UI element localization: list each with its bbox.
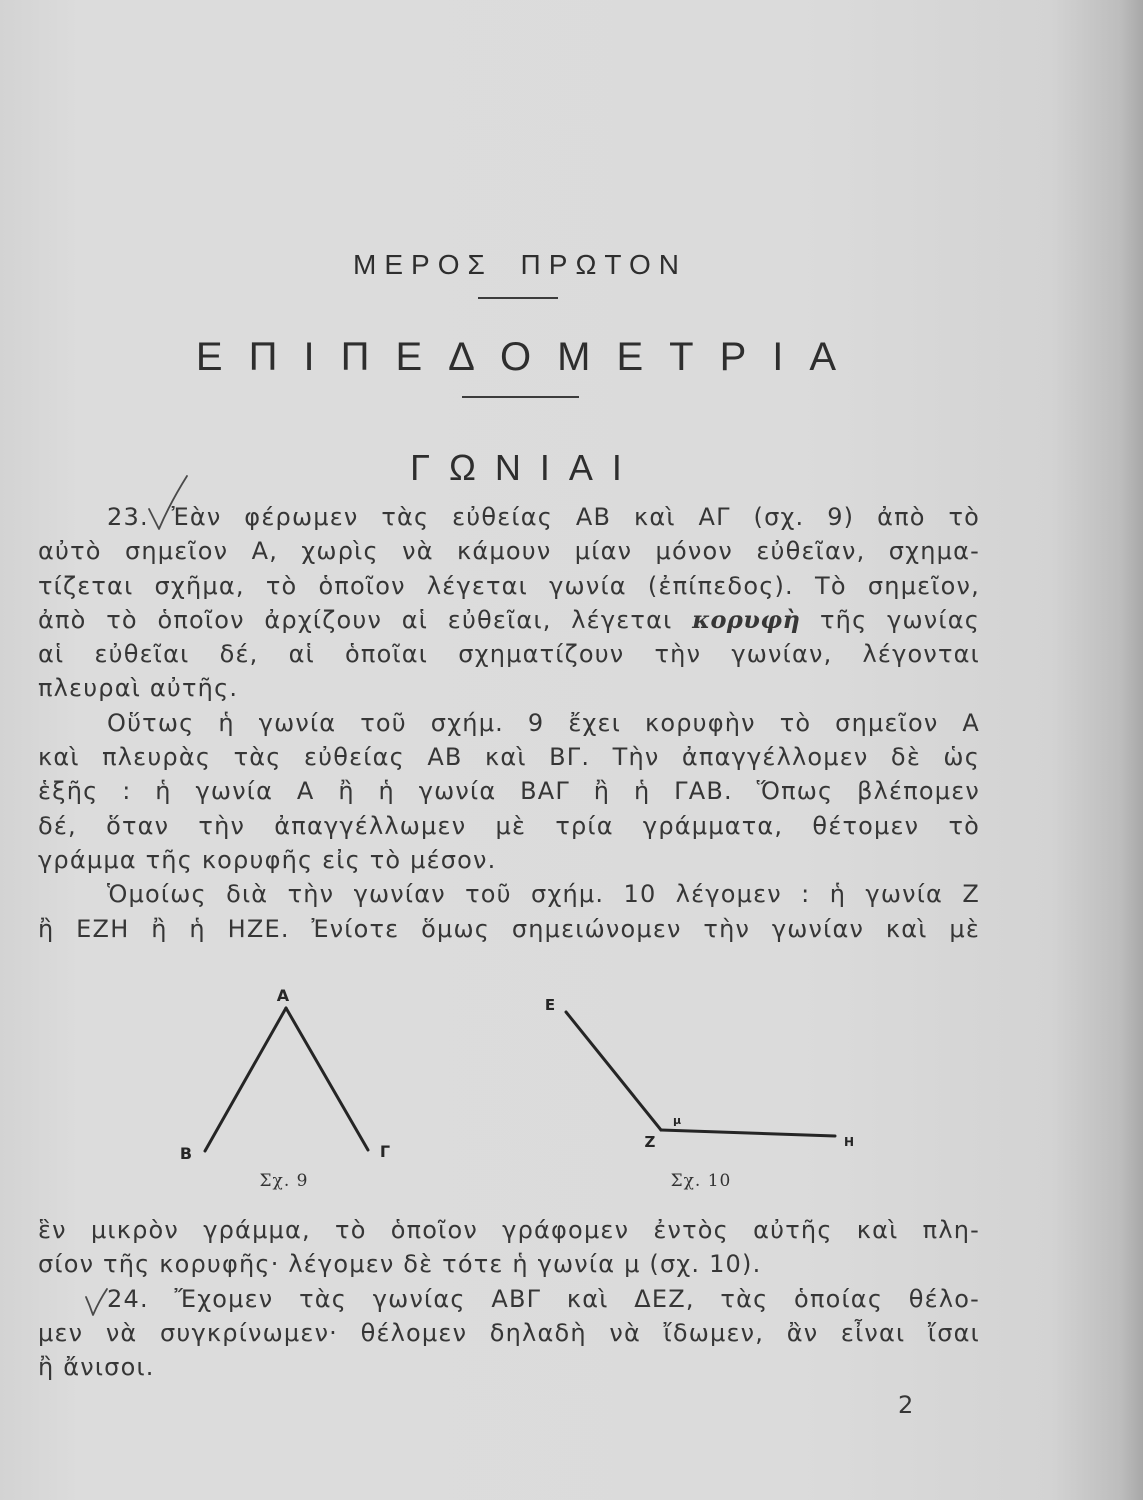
text-line: 23. Ἐὰν φέρωμεν τὰς εὐθείας ΑΒ καὶ ΑΓ (σχ. 9) ἀπὸ τὸ xyxy=(107,503,980,531)
body-text-after-figures xyxy=(38,1213,980,1384)
text-line xyxy=(38,603,980,637)
figure-10-caption: Σχ. 10 xyxy=(670,1171,732,1191)
emphasized-term: κορυφὴ xyxy=(692,604,801,634)
label-vertex-a: Α xyxy=(276,986,290,1005)
body-text-before-figures xyxy=(38,500,980,946)
text-line: 24. Ἔχομεν τὰς γωνίας ΑΒΓ καὶ ΔΕΖ, τὰς ὁποίας θέλο- xyxy=(107,1284,980,1313)
label-point-g: Γ xyxy=(379,1142,391,1161)
text-segment: ἀπὸ τὸ ὁποῖον ἀρχίζουν αἱ εὐθεῖαι, λέγεται xyxy=(38,605,673,634)
chapter-title: ΓΩΝΙΑΙ xyxy=(410,447,641,488)
text-line: γράμμα τῆς κορυφῆς εἰς τὸ μέσον. xyxy=(38,845,497,874)
page-number: 2 xyxy=(898,1391,914,1419)
figure-9-caption: Σχ. 9 xyxy=(259,1171,309,1191)
figure-10 xyxy=(545,996,854,1191)
title-divider-top xyxy=(478,297,558,299)
text-line: πλευραὶ αὐτῆς. xyxy=(38,674,239,703)
title-divider-bottom xyxy=(462,396,579,398)
ray-ag xyxy=(286,1008,368,1150)
text-line: μεν νὰ συγκρίνωμεν· θέλομεν δηλαδὴ νὰ ἴδωμεν, ἂν εἶναι ἴσαι xyxy=(38,1318,980,1347)
text-line: σίον τῆς κορυφῆς· λέγομεν δὲ τότε ἡ γωνία μ (σχ. 10). xyxy=(38,1250,762,1279)
label-point-h: Η xyxy=(843,1135,855,1149)
text-line: ἢ ΕΖΗ ἢ ἡ ΗΖΕ. Ἐνίοτε ὅμως σημειώνομεν τὴν γωνίαν καὶ μὲ xyxy=(38,914,980,943)
label-point-e: Ε xyxy=(544,996,556,1014)
ray-ze xyxy=(566,1012,661,1130)
text-line: ἢ ἄνισοι. xyxy=(38,1353,155,1382)
figure-9 xyxy=(180,986,390,1191)
book-title: ΕΠΙΠΕΔΟΜΕΤΡΙΑ xyxy=(195,335,863,379)
text-line: ἑξῆς : ἡ γωνία Α ἢ ἡ γωνία ΒΑΓ ἢ ἡ ΓΑΒ. Ὅπως βλέπομεν xyxy=(38,777,980,806)
text-line: καὶ πλευρὰς τὰς εὐθείας ΑΒ καὶ ΒΓ. Τὴν ἀπαγγέλλομεν δὲ ὡς xyxy=(38,743,980,772)
text-line: Ὁμοίως διὰ τὴν γωνίαν τοῦ σχήμ. 10 λέγομεν : ἡ γωνία Ζ xyxy=(107,880,980,909)
label-vertex-z: Ζ xyxy=(644,1133,656,1151)
label-angle-mu: μ xyxy=(672,1114,682,1127)
text-line: Οὕτως ἡ γωνία τοῦ σχήμ. 9 ἔχει κορυφὴν τὸ σημεῖον Α xyxy=(107,708,980,737)
text-line: τίζεται σχῆμα, τὸ ὁποῖον λέγεται γωνία (ἐπίπεδος). Τὸ σημεῖον, xyxy=(38,571,980,600)
text-line: ἓν μικρὸν γράμμα, τὸ ὁποῖον γράφομεν ἐντὸς αὐτῆς καὶ πλη- xyxy=(38,1216,980,1244)
label-point-b: Β xyxy=(179,1144,193,1163)
ray-zh xyxy=(661,1130,835,1136)
text-segment: τῆς γωνίας xyxy=(820,605,980,634)
text-line: αἱ εὐθεῖαι δέ, αἱ ὁποῖαι σχηματίζουν τὴν γωνίαν, λέγονται xyxy=(38,640,980,669)
text-line: δέ, ὅταν τὴν ἀπαγγέλλωμεν μὲ τρία γράμματα, θέτομεν τὸ xyxy=(38,811,980,840)
ray-ab xyxy=(205,1008,286,1151)
part-title: ΜΕΡΟΣ ΠΡΩΤΟΝ xyxy=(353,249,687,280)
text-line: αὐτὸ σημεῖον Α, χωρὶς νὰ κάμουν μίαν μόνον εὐθεῖαν, σχημα- xyxy=(38,537,980,566)
